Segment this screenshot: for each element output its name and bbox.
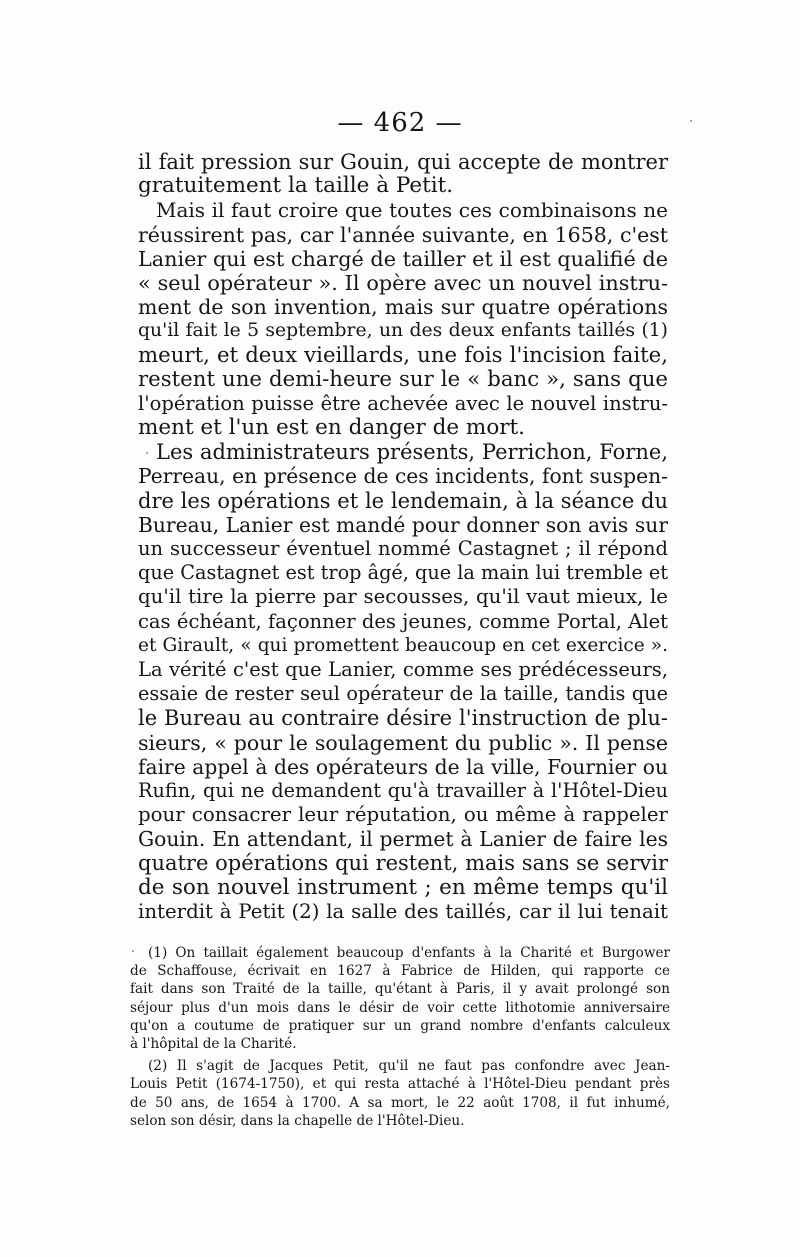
text-line: Mais il faut croire que toutes ces combinaisons ne [156, 198, 668, 223]
text-line: essaie de rester seul opérateur de la taille, tandis que [138, 682, 668, 706]
footnote-line: Louis Petit (1674-1750), et qui resta attaché à l'Hôtel-Dieu pendant près [130, 1076, 670, 1093]
text-line: de son nouvel instrument ; en même temps qu'il [138, 874, 668, 900]
text-line: et Girault, « qui promettent beaucoup en cet exercice ». [138, 634, 668, 656]
text-line: dre les opérations et le lendemain, à la séance du [138, 488, 668, 513]
footnote-2 [130, 1057, 670, 1130]
print-speck [146, 452, 148, 454]
text-line: qu'il fait le 5 septembre, un des deux enfants taillés (1) [138, 320, 668, 342]
text-line: que Castagnet est trop âgé, que la main lui tremble et [138, 561, 668, 585]
text-line: Rufin, qui ne demandent qu'à travailler à l'Hôtel-Dieu [138, 778, 668, 802]
print-speck [690, 120, 692, 122]
text-line: cas échéant, façonner des jeunes, comme Portal, Alet [138, 609, 668, 633]
print-speck [132, 950, 134, 952]
text-line: qu'il tire la pierre par secousses, qu'il vaut mieux, le [138, 585, 668, 609]
text-line: faire appel à des opérateurs de la ville, Fournier ou [138, 754, 668, 779]
text-line: ment et l'un est en danger de mort. [138, 415, 526, 441]
text-line: restent une demi-heure sur le « banc », sans que [138, 366, 668, 392]
text-line: l'opération puisse être achevée avec le nouvel instru- [138, 391, 668, 415]
footnote-line: de 50 ans, de 1654 à 1700. A sa mort, le 22 août 1708, il fut inhumé, [130, 1094, 670, 1111]
text-line: Lanier qui est chargé de tailler et il est qualifié de [138, 246, 668, 271]
text-line: le Bureau au contraire désire l'instruction de plu- [138, 706, 668, 731]
text-line: Les administrateurs présents, Perrichon, Forne, [156, 440, 668, 465]
footnote-line: séjour plus d'un mois dans le désir de voir cette lithotomie anniversaire [130, 999, 670, 1016]
text-line: quatre opérations qui restent, mais sans se servir [138, 851, 668, 876]
text-line: meurt, et deux vieillards, une fois l'incision faite, [138, 342, 668, 368]
text-line: Bureau, Lanier est mandé pour donner son avis sur [138, 512, 668, 537]
footnote-line: selon son désir, dans la chapelle de l'Hôtel-Dieu. [130, 1112, 465, 1129]
footnote-line: à l'hôpital de la Charité. [130, 1035, 297, 1052]
text-line: interdit à Petit (2) la salle des taillés, car il lui tenait [138, 899, 668, 923]
text-line: pour consacrer leur réputation, ou même à rappeler [138, 803, 668, 827]
footnote-line: qu'on a coutume de pratiquer sur un grand nombre d'enfants calculeux [130, 1017, 670, 1034]
main-text [138, 150, 668, 924]
text-line: Perreau, en présence de ces incidents, font suspen- [138, 464, 668, 489]
page-number: — 462 — [337, 108, 463, 138]
text-line: La vérité c'est que Lanier, comme ses prédécesseurs, [138, 657, 668, 681]
text-line: Gouin. En attendant, il permet à Lanier de faire les [138, 827, 668, 852]
text-line: ment de son invention, mais sur quatre opérations [138, 295, 668, 320]
footnote-line: (2) Il s'agit de Jacques Petit, qu'il ne faut pas confondre avec Jean- [148, 1058, 670, 1075]
footnote-line: fait dans son Traité de la taille, qu'étant à Paris, il y avait prolongé son [130, 981, 670, 998]
footnotes [130, 944, 670, 1130]
footnote-line: (1) On taillait également beaucoup d'enfants à la Charité et Burgower [148, 945, 670, 961]
footnote-1 [130, 944, 670, 1053]
text-line: sieurs, « pour le soulagement du public ». Il pense [138, 730, 668, 755]
text-line: un successeur éventuel nommé Castagnet ; il répond [138, 537, 668, 560]
text-line: réussirent pas, car l'année suivante, en 1658, c'est [138, 222, 668, 247]
footnote-line: de Schaffouse, écrivait en 1627 à Fabrice de Hilden, qui rapporte ce [130, 963, 670, 980]
text-line: il fait pression sur Gouin, qui accepte de montrer [138, 150, 668, 174]
text-line: « seul opérateur ». Il opère avec un nouvel instru- [138, 270, 668, 295]
text-line: gratuitement la taille à Petit. [138, 173, 454, 199]
